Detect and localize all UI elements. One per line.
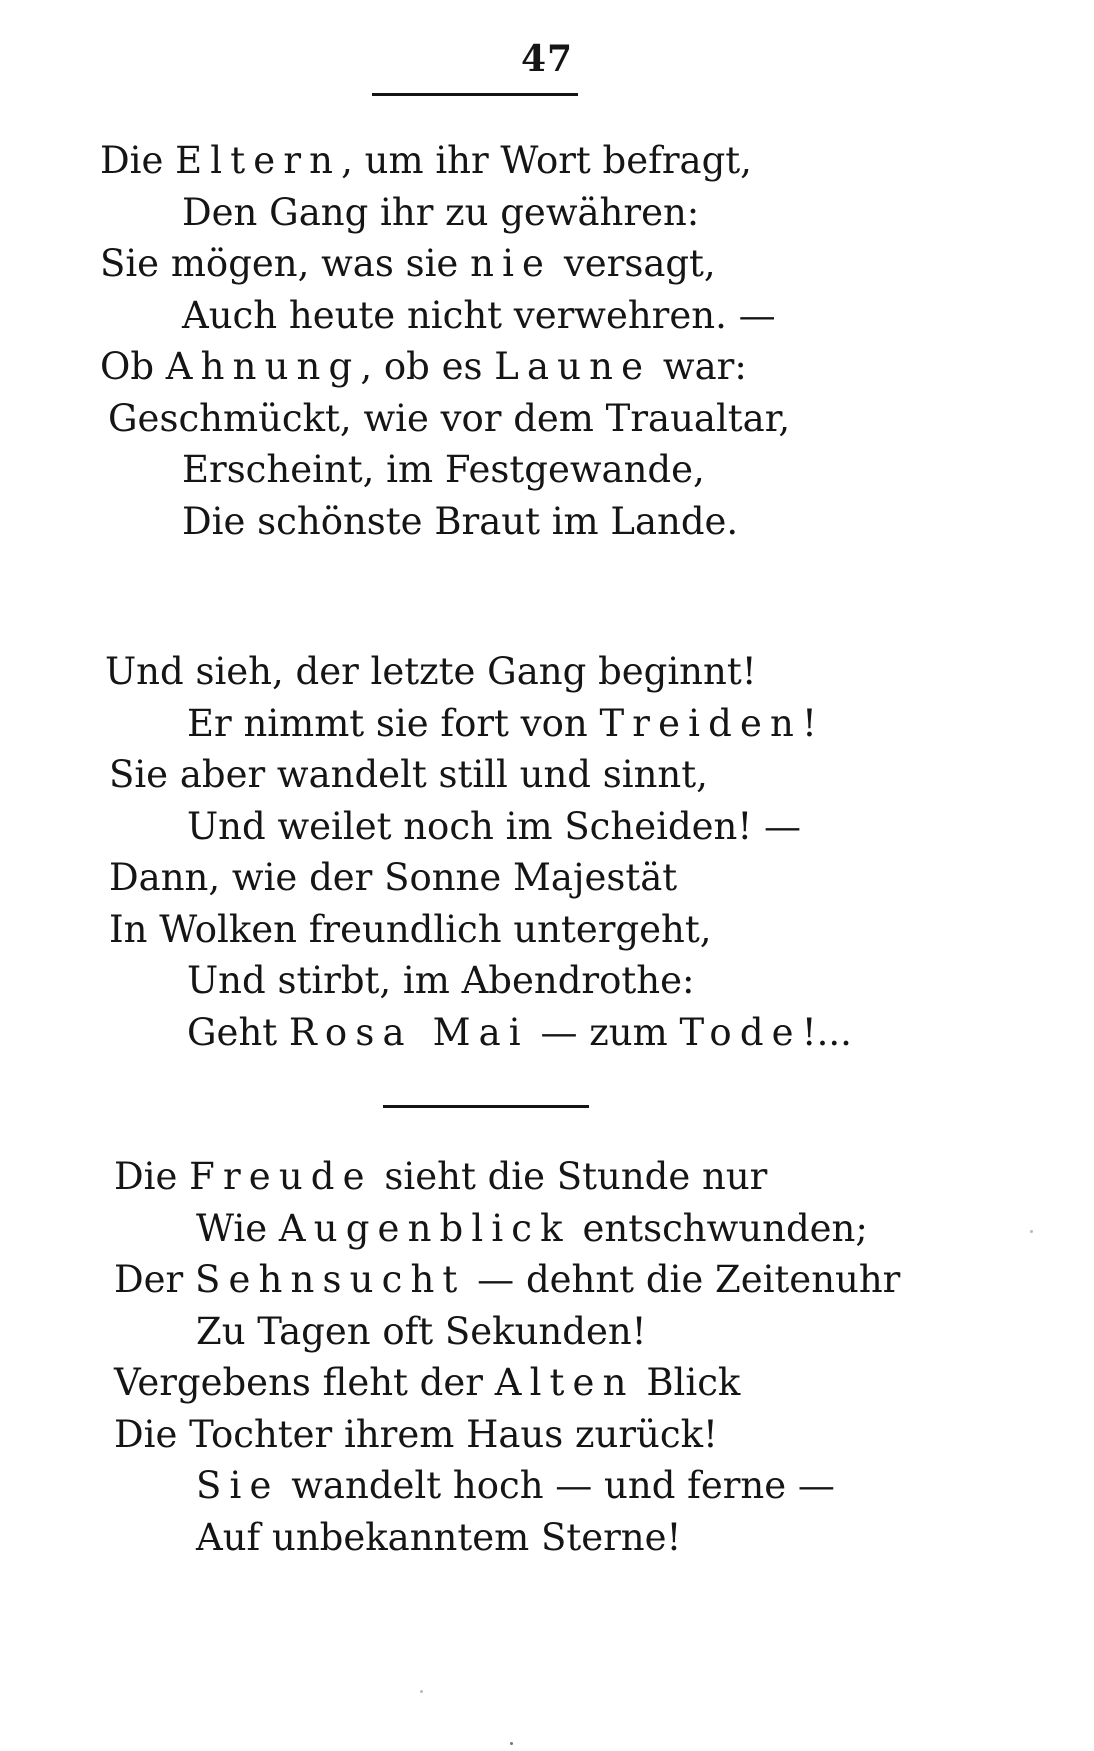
verse-line bbox=[114, 1361, 740, 1405]
verse-text: Er nimmt sie fort von bbox=[187, 702, 600, 745]
verse-text: Auch heute nicht verwehren. — bbox=[182, 294, 776, 337]
verse-text: Blick bbox=[634, 1361, 741, 1404]
verse-text: — dehnt die Zeitenuhr bbox=[465, 1258, 901, 1301]
spaced-emphasis: Eltern bbox=[175, 139, 342, 182]
spaced-emphasis: Ahnung bbox=[165, 345, 361, 388]
verse-text: Vergebens fleht der bbox=[114, 1361, 495, 1404]
verse-text: — zum bbox=[528, 1011, 680, 1054]
verse-text: versagt, bbox=[552, 242, 716, 285]
verse-text: , um ihr Wort befragt, bbox=[341, 139, 752, 182]
verse-text: Den Gang ihr zu gewähren: bbox=[182, 191, 700, 234]
verse-text: Zu Tagen oft Sekunden! bbox=[196, 1310, 647, 1353]
verse-text: Wie bbox=[196, 1207, 279, 1250]
spaced-emphasis: nie bbox=[470, 242, 553, 285]
verse-text: Geht bbox=[187, 1011, 289, 1054]
spaced-emphasis: Tode bbox=[679, 1011, 802, 1054]
spaced-emphasis: Sehnsucht bbox=[195, 1258, 466, 1301]
verse-text: Geschmückt, wie vor dem Traualtar, bbox=[108, 397, 791, 440]
spaced-emphasis: Alten bbox=[494, 1361, 635, 1404]
verse-text: Dann, wie der Sonne Majestät bbox=[109, 856, 678, 899]
verse-text: Erscheint, im Festgewande, bbox=[182, 448, 705, 491]
verse-text: , ob es bbox=[360, 345, 495, 388]
verse-line bbox=[109, 753, 708, 797]
verse-line bbox=[187, 1011, 852, 1055]
page-number: 47 bbox=[520, 38, 574, 80]
verse-line bbox=[108, 397, 790, 441]
verse-line bbox=[100, 242, 716, 286]
verse-text: Und sieh, der letzte Gang beginnt! bbox=[105, 650, 757, 693]
verse-text: entschwunden; bbox=[570, 1207, 868, 1250]
verse-line bbox=[187, 959, 694, 1003]
verse-text: ! bbox=[801, 702, 817, 745]
verse-line bbox=[187, 805, 801, 849]
verse-text: Die Tochter ihrem Haus zurück! bbox=[114, 1413, 718, 1456]
verse-text: Die schönste Braut im Lande. bbox=[182, 500, 739, 543]
verse-text: Und weilet noch im Scheiden! — bbox=[187, 805, 801, 848]
verse-line bbox=[114, 1155, 767, 1199]
page-number-rule bbox=[372, 93, 578, 96]
verse-line bbox=[182, 191, 699, 235]
verse-line bbox=[196, 1310, 647, 1354]
spaced-emphasis: Rosa Mai bbox=[288, 1011, 529, 1054]
verse-text: Und stirbt, im Abendrothe: bbox=[187, 959, 695, 1002]
verse-line bbox=[109, 908, 712, 952]
verse-line bbox=[196, 1516, 681, 1560]
verse-text: Sie mögen, was sie bbox=[100, 242, 471, 285]
verse-line bbox=[182, 448, 705, 492]
print-speck bbox=[420, 1690, 423, 1693]
verse-text: Ob bbox=[100, 345, 166, 388]
spaced-emphasis: Freude bbox=[189, 1155, 373, 1198]
verse-line bbox=[196, 1207, 868, 1251]
verse-line bbox=[182, 294, 776, 338]
verse-line bbox=[100, 345, 747, 389]
print-speck bbox=[1030, 1230, 1033, 1233]
verse-line bbox=[182, 500, 738, 544]
spaced-emphasis: Sie bbox=[196, 1464, 280, 1507]
verse-line bbox=[196, 1464, 835, 1508]
verse-text: war: bbox=[651, 345, 747, 388]
section-divider bbox=[383, 1105, 589, 1108]
verse-text: Die bbox=[100, 139, 176, 182]
verse-text: In Wolken freundlich untergeht, bbox=[109, 908, 712, 951]
verse-line bbox=[109, 856, 677, 900]
verse-line bbox=[105, 650, 757, 694]
verse-line bbox=[187, 702, 817, 746]
verse-text: !... bbox=[801, 1011, 852, 1054]
verse-text: Der bbox=[114, 1258, 196, 1301]
verse-text: Sie aber wandelt still und sinnt, bbox=[109, 753, 708, 796]
verse-line bbox=[100, 139, 752, 183]
spaced-emphasis: Augenblick bbox=[278, 1207, 571, 1250]
verse-text: Auf unbekanntem Sterne! bbox=[196, 1516, 682, 1559]
verse-text: Die bbox=[114, 1155, 190, 1198]
spaced-emphasis: Treiden bbox=[599, 702, 802, 745]
verse-text: wandelt hoch — und ferne — bbox=[279, 1464, 835, 1507]
verse-line bbox=[114, 1413, 718, 1457]
verse-text: sieht die Stunde nur bbox=[372, 1155, 768, 1198]
spaced-emphasis: Laune bbox=[494, 345, 652, 388]
print-speck bbox=[510, 1742, 513, 1745]
verse-line bbox=[114, 1258, 900, 1302]
